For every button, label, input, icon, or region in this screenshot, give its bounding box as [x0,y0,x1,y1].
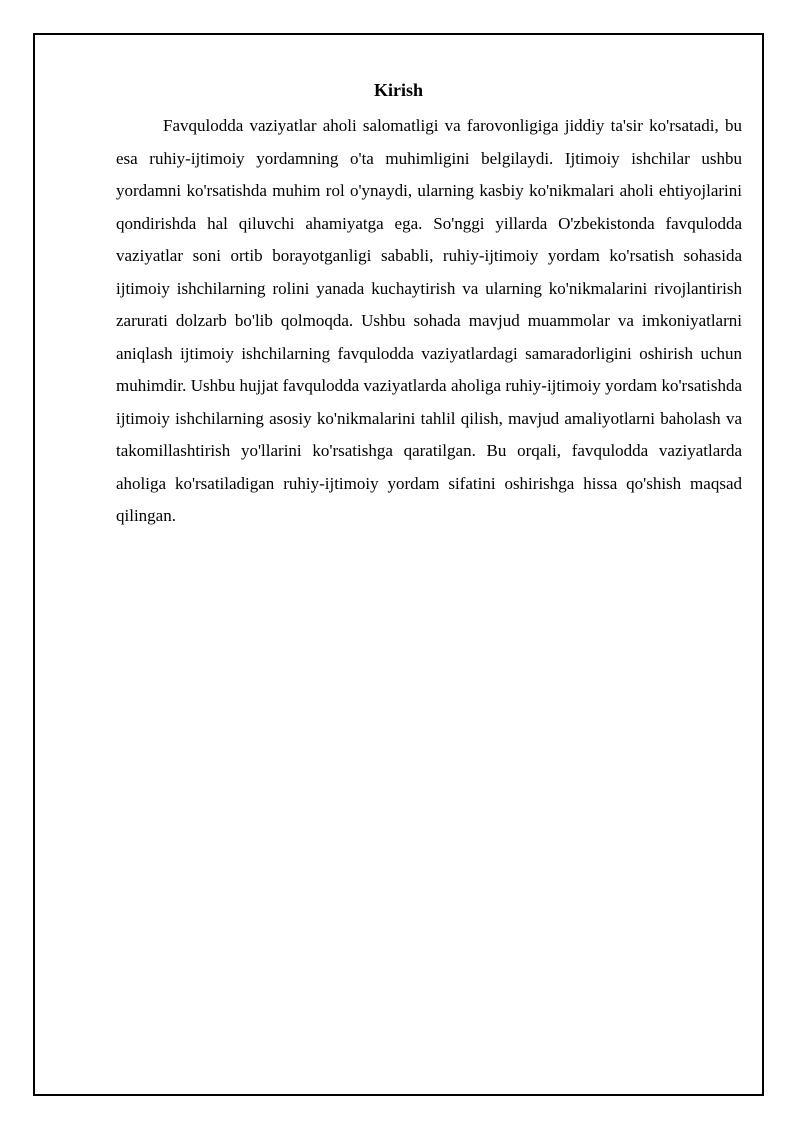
section-heading: Kirish [373,80,423,100]
intro-paragraph: Favqulodda vaziyatlar aholi salomatligi va farovonligiga jiddiy ta'sir ko'rsatadi, bu esa ruhiy-ijtimoiy yordamning o'ta muhimligini belgilaydi. Ijtimoiy ishchilar ushbu yordamni ko'rsatishda muhim rol o'ynaydi, ularning kasbiy ko'nikmalari aholi ehtiyojlarini qondirishda hal qiluvchi ahamiyatga ega. So'nggi yillarda O'zbekistonda favqulodda vaziyatlar soni ortib borayotganligi sababli, ruhiy-ijtimoiy yordam ko'rsatish sohasida ijtimoiy ishchilarning rolini yanada kuchaytirish va ularning ko'nikmalarini rivojlantirish zarurati dolzarb bo'lib qolmoqda. Ushbu sohada mavjud muammolar va imkoniyatlarni aniqlash ijtimoiy ishchilarning favqulodda vaziyatlardagi samaradorligini oshirish uchun muhimdir. Ushbu hujjat favqulodda vaziyatlarda aholiga ruhiy-ijtimoiy yordam ko'rsatishda ijtimoiy ishchilarning asosiy ko'nikmalarini tahlil qilish, mavjud amaliyotlarni baholash va takomillashtirish yo'llarini ko'rsatishga qaratilgan. Bu orqali, favqulodda vaziyatlarda aholiga ko'rsatiladigan ruhiy-ijtimoiy yordam sifatini oshirishga hissa qo'shish maqsad qilingan. [116,116,742,525]
page-border [33,33,764,1096]
